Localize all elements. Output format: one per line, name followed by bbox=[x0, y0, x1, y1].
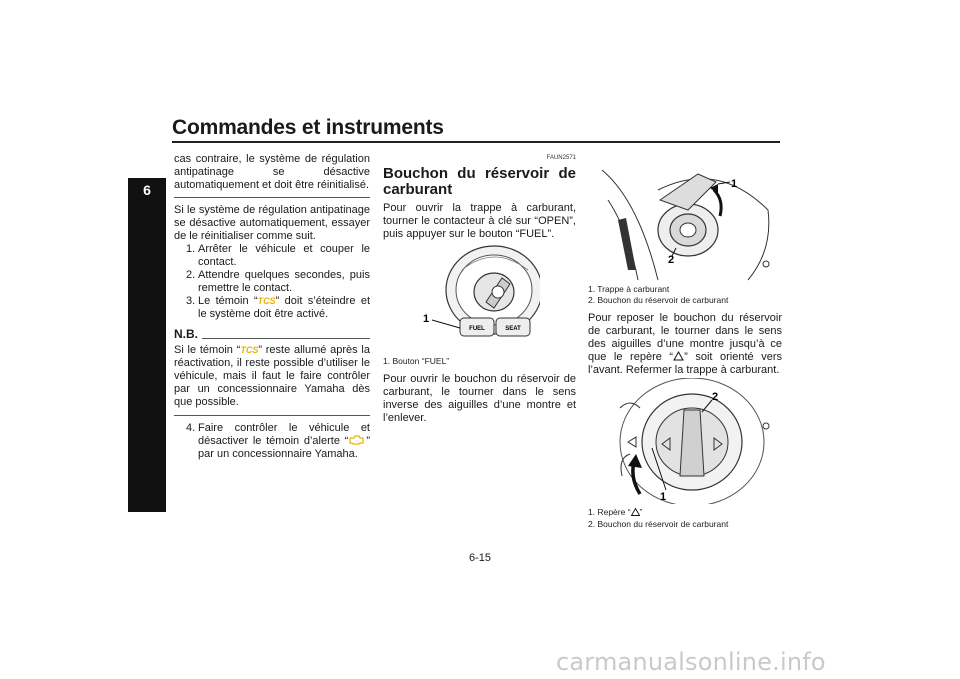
figure-caption: 1. Repère “ ” bbox=[588, 507, 643, 517]
list-item: 3. Le témoin “TCS” doit s’éteindre et le système doit être activé. bbox=[186, 295, 370, 320]
nb-label: N.B. bbox=[174, 327, 198, 341]
paragraph: Pour ouvrir la trappe à carburant, tourner le contacteur à clé sur “OPEN”, puis appuyer sur le bouton “FUEL”. bbox=[383, 202, 576, 240]
tcs-indicator-icon: TCS bbox=[240, 345, 259, 355]
nb-text: Si le témoin “TCS” reste allumé après la réactivation, il reste possible d’utiliser le véhicule, mais il faut le faire contrôler par un concessionnaire Yamaha dès que possible. bbox=[174, 344, 370, 408]
page-number: 6-15 bbox=[468, 552, 492, 564]
figure-callout: 1 bbox=[423, 313, 430, 325]
steps-list bbox=[174, 422, 370, 461]
triangle-mark-icon bbox=[631, 508, 640, 516]
figure-callout: 1 bbox=[660, 491, 667, 503]
divider bbox=[174, 197, 370, 198]
chapter-number: 6 bbox=[143, 182, 151, 198]
chapter-tab bbox=[128, 178, 166, 512]
ignition-switch-figure bbox=[420, 240, 540, 352]
figure-caption: 1. Bouton “FUEL” bbox=[383, 356, 450, 366]
divider bbox=[174, 415, 370, 416]
nb-header bbox=[174, 328, 370, 341]
tcs-indicator-icon: TCS bbox=[257, 296, 276, 306]
seat-button-label: SEAT bbox=[505, 326, 521, 332]
watermark-link[interactable]: carmanualsonline.info bbox=[556, 648, 826, 676]
paragraph: Si le système de régulation antipatinage se désactive automatiquement, essayer de le réinitialiser comme suit. bbox=[174, 204, 370, 242]
figure-callout: 2 bbox=[712, 391, 719, 403]
figure-callout: 2 bbox=[668, 254, 675, 266]
figure-caption: 2. Bouchon du réservoir de carburant bbox=[588, 295, 729, 305]
fuel-door-figure bbox=[598, 160, 778, 282]
column-2 bbox=[383, 152, 576, 241]
reference-code: FAUN2571 bbox=[546, 155, 576, 161]
figure-callout: 1 bbox=[731, 178, 738, 190]
page-title: Commandes et instruments bbox=[172, 116, 444, 139]
header-rule bbox=[172, 141, 780, 143]
list-item: 1. Arrêter le véhicule et couper le contact. bbox=[186, 243, 370, 268]
column-1 bbox=[174, 153, 370, 461]
fuel-cap-figure bbox=[600, 378, 776, 504]
paragraph: cas contraire, le système de régulation antipatinage se désactive automatiquement et doit être réinitialisé. bbox=[174, 153, 370, 191]
triangle-mark-icon bbox=[673, 351, 684, 361]
fuel-button-label: FUEL bbox=[469, 326, 485, 332]
list-item: 4. Faire contrôler le véhicule et désactiver le témoin d’alerte “ ” par un concessionnaire Yamaha. bbox=[186, 422, 370, 460]
engine-warning-icon bbox=[348, 435, 366, 445]
list-item: 2. Attendre quelques secondes, puis remettre le contact. bbox=[186, 269, 370, 294]
paragraph: Pour reposer le bouchon du réservoir de carburant, le tourner dans le sens des aiguilles d’une montre jusqu’à ce que le repère “ ” soit orienté vers l’avant. Refermer la trappe à carburant. bbox=[588, 312, 782, 376]
paragraph: Pour ouvrir le bouchon du réservoir de carburant, le tourner dans le sens inverse des aiguilles d’une montre et l’enlever. bbox=[383, 373, 576, 424]
figure-caption: 1. Trappe à carburant bbox=[588, 284, 670, 294]
figure-caption: 2. Bouchon du réservoir de carburant bbox=[588, 519, 729, 529]
section-heading: Bouchon du réservoir de carburant bbox=[383, 165, 576, 198]
steps-list bbox=[174, 243, 370, 321]
